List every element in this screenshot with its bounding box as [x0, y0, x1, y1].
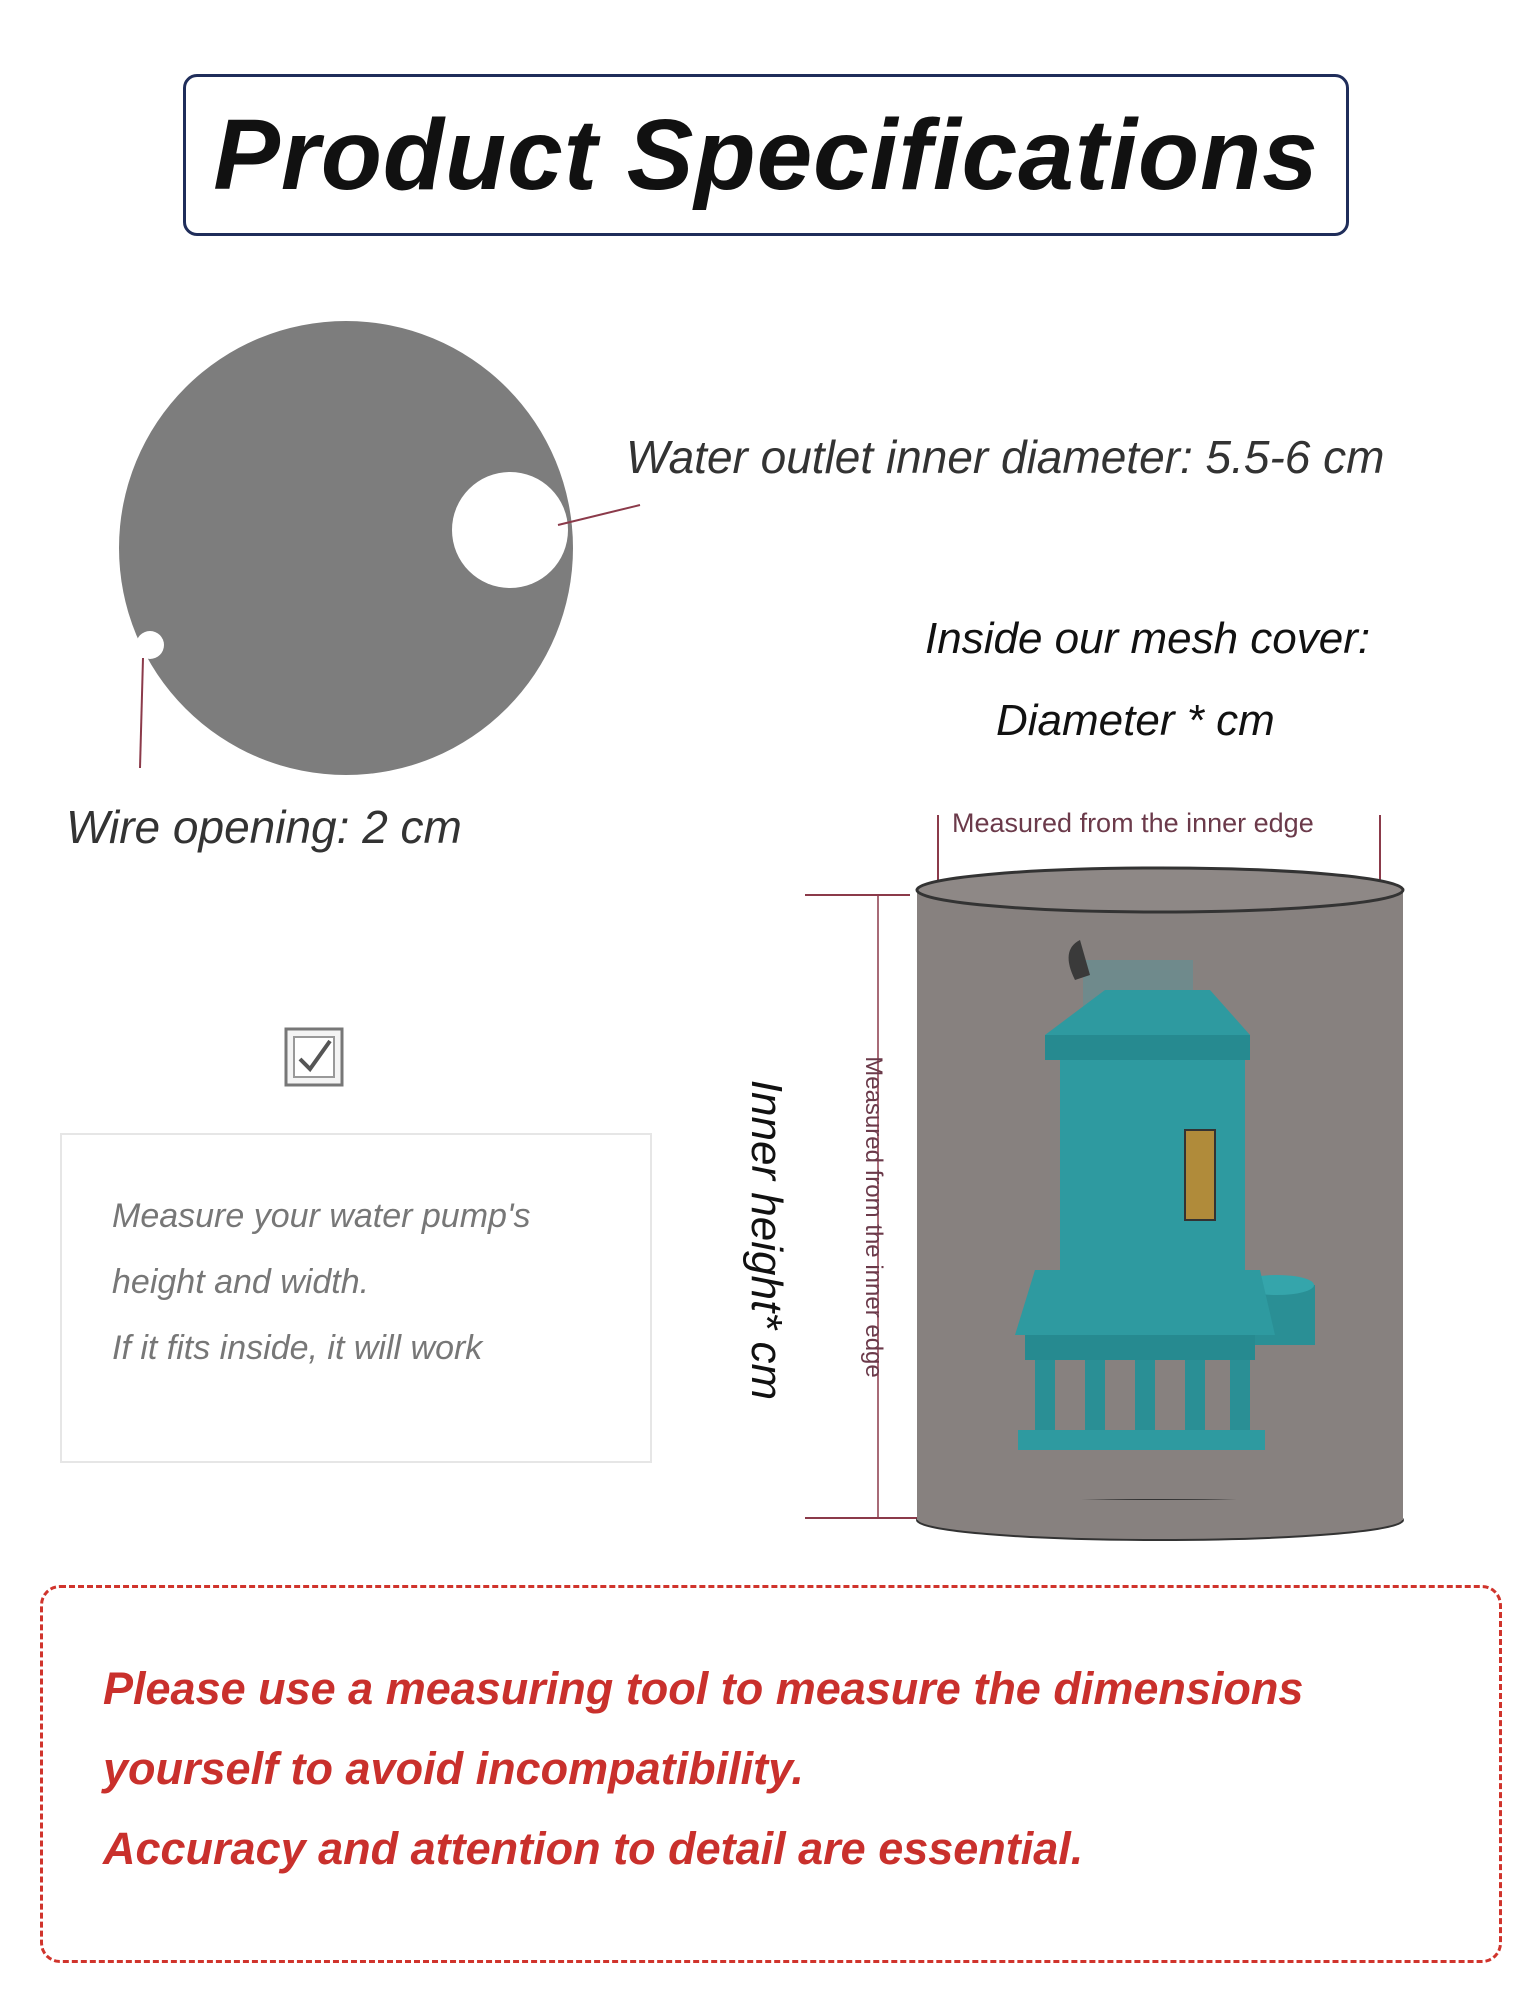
lid-diagram: [0, 300, 700, 860]
measure-note-box: [60, 1133, 652, 1463]
outlet-hole: [452, 472, 568, 588]
warning-box: [40, 1585, 1502, 1963]
warning-line-1: Please use a measuring tool to measure the dimensions: [103, 1663, 1304, 1714]
outlet-diameter-label: Water outlet inner diameter: 5.5-6 cm: [626, 431, 1385, 483]
measured-top-label: Measured from the inner edge: [952, 808, 1314, 838]
note-line-2: height and width.: [112, 1263, 370, 1301]
note-line-3: If it fits inside, it will work: [112, 1329, 483, 1367]
mesh-cover-title: Inside our mesh cover:: [925, 614, 1371, 663]
note-line-1: Measure your water pump's: [112, 1197, 531, 1235]
title-box: [183, 74, 1349, 236]
checkbox-icon: [282, 1025, 346, 1089]
wire-hole: [136, 631, 164, 659]
inner-height-label: Inner height* cm: [742, 1079, 791, 1401]
warning-line-3: Accuracy and attention to detail are essential.: [103, 1823, 1084, 1874]
warning-line-2: yourself to avoid incompatibility.: [103, 1743, 804, 1794]
wire-pointer-line: [140, 658, 143, 768]
cover-top-rim: [917, 868, 1403, 912]
mesh-diameter-label: Diameter * cm: [996, 696, 1275, 745]
wire-opening-label: Wire opening: 2 cm: [66, 801, 462, 853]
measured-side-label: Measured from the inner edge: [860, 1056, 887, 1378]
page-title: Product Specifications: [213, 98, 1319, 211]
